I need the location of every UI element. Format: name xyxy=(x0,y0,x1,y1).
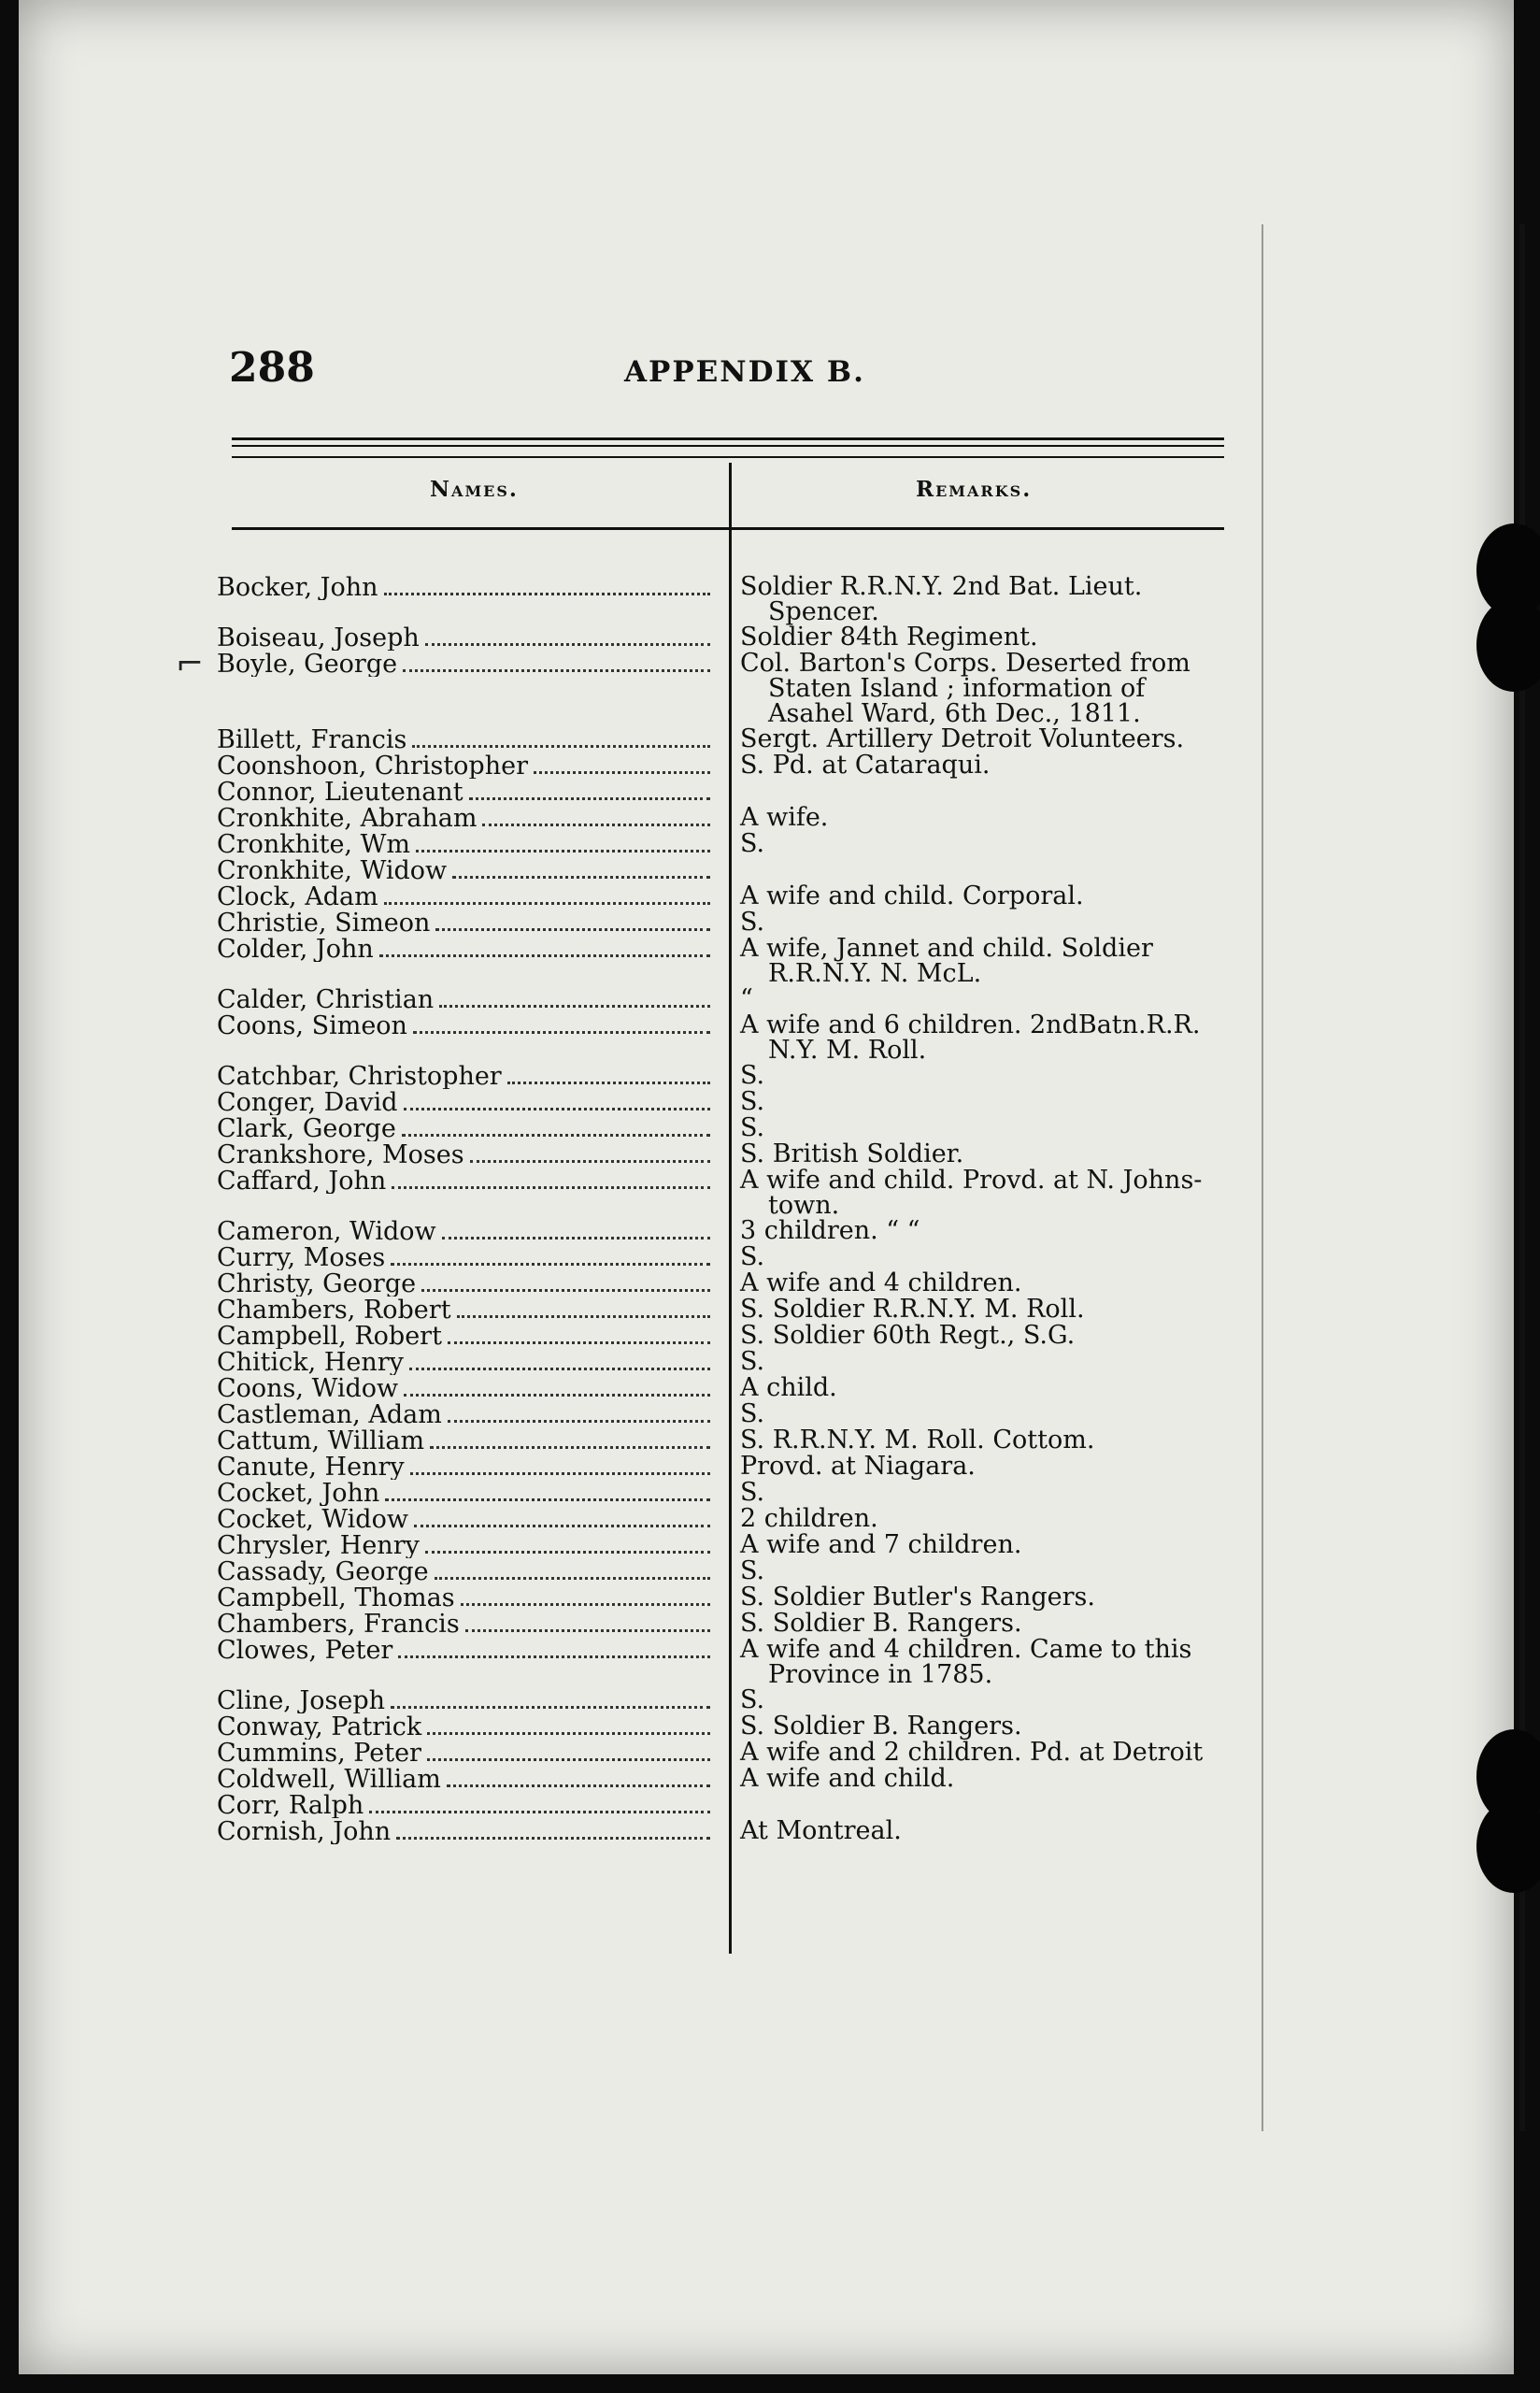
entry-remark-line: S. xyxy=(740,1061,765,1090)
leader-dots xyxy=(412,726,710,748)
entry-name: Clowes, Peter xyxy=(217,1637,393,1663)
header-rule xyxy=(232,437,1224,440)
entry-name: Campbell, Thomas xyxy=(217,1584,455,1611)
entry-remark-line: S. xyxy=(740,1087,765,1116)
leader-dots xyxy=(534,752,710,774)
entry-remarks xyxy=(714,1063,1235,1088)
entry-remark-line: S. R.R.N.Y. M. Roll. Cottom. xyxy=(740,1426,1095,1454)
list-item xyxy=(217,857,1235,883)
entry-name: Cornish, John xyxy=(217,1818,392,1844)
entry-remark-line: S. British Soldier. xyxy=(740,1139,964,1168)
entry-remarks xyxy=(714,1611,1235,1636)
leader-dots xyxy=(448,1323,710,1344)
leader-dots xyxy=(391,1244,710,1266)
entry-name: Chambers, Francis xyxy=(217,1611,460,1637)
entry-name-cell xyxy=(217,1427,714,1454)
list-item xyxy=(217,1218,1235,1244)
list-item xyxy=(217,1270,1235,1297)
leader-dots xyxy=(427,1713,710,1735)
list-item xyxy=(217,1297,1235,1323)
entry-name-cell xyxy=(217,986,714,1012)
list-item xyxy=(217,910,1235,936)
entry-name-cell xyxy=(217,936,714,962)
list-item xyxy=(217,1558,1235,1584)
entry-remark-line: Province in 1785. xyxy=(768,1660,993,1689)
entry-name-cell xyxy=(217,831,714,857)
punch-hole xyxy=(1476,598,1540,692)
entry-name: Chrysler, Henry xyxy=(217,1532,420,1558)
entry-name-cell xyxy=(217,1168,714,1194)
list-item xyxy=(217,1063,1235,1089)
entry-name-cell xyxy=(217,1740,714,1766)
entry-remark-line: S. xyxy=(740,1478,765,1507)
entry-name: Chambers, Robert xyxy=(217,1297,451,1323)
entry-name: Boiseau, Joseph xyxy=(217,624,420,651)
entry-remarks xyxy=(714,1818,1235,1843)
entry-remark-line: A wife. xyxy=(740,803,829,832)
entry-remarks xyxy=(714,1012,1235,1063)
list-item xyxy=(217,1792,1235,1818)
entry-name-cell xyxy=(217,1323,714,1349)
list-item xyxy=(217,1480,1235,1506)
entry-name: Coons, Widow xyxy=(217,1375,399,1401)
entry-remarks xyxy=(714,805,1235,830)
list-item xyxy=(217,1532,1235,1558)
page-number: 288 xyxy=(229,344,315,392)
list-item xyxy=(217,831,1235,857)
leader-dots xyxy=(507,1063,710,1084)
list-item xyxy=(217,1740,1235,1766)
entry-name: Cameron, Widow xyxy=(217,1218,436,1244)
leader-dots xyxy=(435,1558,710,1580)
leader-dots xyxy=(384,883,710,905)
entry-remarks xyxy=(714,1740,1235,1765)
entry-name-cell xyxy=(217,1792,714,1818)
leader-dots xyxy=(379,936,710,957)
entry-remarks xyxy=(714,1270,1235,1296)
entry-name-cell xyxy=(217,1218,714,1244)
entry-remarks xyxy=(714,1168,1235,1218)
leader-dots xyxy=(392,1168,710,1189)
entry-name-cell xyxy=(217,1584,714,1611)
list-item xyxy=(217,986,1235,1012)
entry-name: Conger, David xyxy=(217,1089,398,1115)
entry-remark-line: “ xyxy=(740,984,753,1013)
leader-dots xyxy=(404,1375,710,1397)
leader-dots xyxy=(410,1454,710,1475)
entry-name: Boyle, George xyxy=(217,651,398,677)
entry-name-cell xyxy=(217,910,714,936)
leader-dots xyxy=(427,1740,710,1761)
list-item xyxy=(217,779,1235,805)
entry-remark-line: N.Y. M. Roll. xyxy=(768,1036,927,1065)
leader-dots xyxy=(457,1297,710,1318)
entry-name-cell xyxy=(217,1349,714,1375)
leader-dots xyxy=(452,857,710,879)
entry-name-cell xyxy=(217,1480,714,1506)
entry-name-cell xyxy=(217,1506,714,1532)
header-rule xyxy=(232,456,1224,458)
entry-remark-line: 2 children. xyxy=(740,1504,878,1533)
entry-name: Cassady, George xyxy=(217,1558,429,1584)
entry-remarks xyxy=(714,574,1235,624)
list-item xyxy=(217,1141,1235,1168)
leader-dots xyxy=(448,1401,710,1423)
entry-remarks xyxy=(714,1766,1235,1791)
leader-dots xyxy=(409,1349,710,1370)
entry-remark-line: S. xyxy=(740,829,765,858)
entry-remarks xyxy=(714,1141,1235,1167)
entry-name: Castleman, Adam xyxy=(217,1401,442,1427)
entry-name: Caffard, John xyxy=(217,1168,387,1194)
entry-name: Clark, George xyxy=(217,1115,396,1141)
leader-dots xyxy=(421,1270,710,1292)
entry-remark-line: Staten Island ; information of xyxy=(768,674,1146,703)
leader-dots xyxy=(391,1687,710,1709)
leader-dots xyxy=(369,1792,710,1813)
entry-name-cell xyxy=(217,651,714,677)
entry-remark-line: 3 children. “ “ xyxy=(740,1216,920,1245)
leader-dots xyxy=(439,986,710,1008)
entry-remarks xyxy=(714,1244,1235,1269)
list-item xyxy=(217,1584,1235,1611)
entry-remark-line: Soldier 84th Regiment. xyxy=(740,623,1038,652)
entry-name-cell xyxy=(217,1115,714,1141)
entry-name-cell xyxy=(217,1089,714,1115)
entry-remarks xyxy=(714,1089,1235,1114)
entry-remarks xyxy=(714,651,1235,726)
entry-name-cell xyxy=(217,1454,714,1480)
entry-remarks xyxy=(714,1401,1235,1426)
entry-remarks xyxy=(714,752,1235,778)
entry-remark-line: A wife and child. xyxy=(740,1764,955,1793)
entry-name-cell xyxy=(217,1063,714,1089)
entry-name: Billett, Francis xyxy=(217,726,407,752)
list-item xyxy=(217,1713,1235,1740)
list-item xyxy=(217,1401,1235,1427)
column-header-names: Names. xyxy=(430,477,519,502)
entry-name: Coons, Simeon xyxy=(217,1012,407,1039)
entry-name: Conway, Patrick xyxy=(217,1713,422,1740)
entry-remark-line: Asahel Ward, 6th Dec., 1811. xyxy=(768,699,1141,728)
entry-name-cell xyxy=(217,1375,714,1401)
entry-remark-line: A wife and 4 children. Came to this xyxy=(740,1635,1192,1664)
entry-name: Curry, Moses xyxy=(217,1244,386,1270)
entry-name: Connor, Lieutenant xyxy=(217,779,463,805)
entry-name-cell xyxy=(217,726,714,752)
list-item xyxy=(217,1115,1235,1141)
entry-remarks xyxy=(714,1218,1235,1243)
leader-dots xyxy=(402,1115,710,1137)
entry-name-cell xyxy=(217,1297,714,1323)
entry-name: Canute, Henry xyxy=(217,1454,405,1480)
entry-remark-line: S. Soldier R.R.N.Y. M. Roll. xyxy=(740,1295,1085,1324)
entry-name: Cummins, Peter xyxy=(217,1740,421,1766)
list-item xyxy=(217,1375,1235,1401)
entry-remarks xyxy=(714,1532,1235,1557)
entry-name-cell xyxy=(217,1611,714,1637)
punch-hole xyxy=(1476,1799,1540,1893)
entry-remarks xyxy=(714,831,1235,856)
leader-dots xyxy=(413,1012,710,1034)
entry-remarks xyxy=(714,624,1235,650)
entry-remark-line: S. Soldier Butler's Rangers. xyxy=(740,1583,1095,1612)
list-item xyxy=(217,1766,1235,1792)
entry-remark-line: S. xyxy=(740,1556,765,1585)
entry-name-cell xyxy=(217,1558,714,1584)
leader-dots xyxy=(403,651,710,672)
entry-remark-line: A wife, Jannet and child. Soldier xyxy=(740,934,1153,963)
entry-remarks xyxy=(714,986,1235,1011)
entry-remark-line: Sergt. Artillery Detroit Volunteers. xyxy=(740,724,1185,753)
list-item xyxy=(217,1687,1235,1713)
entry-remark-line: A wife and 4 children. xyxy=(740,1268,1022,1297)
entry-remarks xyxy=(714,1454,1235,1479)
entry-name-cell xyxy=(217,857,714,883)
entries-list xyxy=(217,574,1235,1844)
leader-dots xyxy=(385,1480,710,1501)
entry-name-cell xyxy=(217,1270,714,1297)
entry-name: Coldwell, William xyxy=(217,1766,441,1792)
list-item xyxy=(217,1454,1235,1480)
entry-name: Clock, Adam xyxy=(217,883,378,910)
leader-dots xyxy=(435,910,710,931)
scanned-page xyxy=(19,0,1514,2374)
entry-remark-line: S. Soldier 60th Regt., S.G. xyxy=(740,1321,1076,1350)
entry-remarks xyxy=(714,726,1235,752)
leader-dots xyxy=(461,1584,710,1606)
entry-name: Bocker, John xyxy=(217,574,378,600)
column-header-remarks: Remarks. xyxy=(916,477,1033,502)
entry-remarks xyxy=(714,779,1235,804)
entry-name: Cocket, John xyxy=(217,1480,380,1506)
entry-name: Campbell, Robert xyxy=(217,1323,442,1349)
entry-name-cell xyxy=(217,1532,714,1558)
leader-dots xyxy=(469,779,710,800)
entry-name: Chitick, Henry xyxy=(217,1349,404,1375)
entry-name: Christie, Simeon xyxy=(217,910,431,936)
list-item xyxy=(217,1012,1235,1063)
header-rule xyxy=(232,445,1224,447)
margin-line xyxy=(1262,224,1263,2131)
entry-name-cell xyxy=(217,1713,714,1740)
list-item xyxy=(217,1637,1235,1687)
list-item xyxy=(217,726,1235,752)
entry-name: Crankshore, Moses xyxy=(217,1141,464,1168)
entry-name-cell xyxy=(217,1244,714,1270)
entry-remark-line: A child. xyxy=(740,1373,837,1402)
leader-dots xyxy=(470,1141,710,1163)
leader-dots xyxy=(447,1766,710,1787)
list-item xyxy=(217,1168,1235,1218)
entry-name-cell xyxy=(217,574,714,600)
leader-dots xyxy=(414,1506,710,1527)
running-head: APPENDIX B. xyxy=(624,355,865,389)
entry-remarks xyxy=(714,1115,1235,1140)
entry-name: Cline, Joseph xyxy=(217,1687,386,1713)
entry-remark-line: R.R.N.Y. N. McL. xyxy=(768,959,982,988)
entry-name: Corr, Ralph xyxy=(217,1792,364,1818)
entry-remark-line: Soldier R.R.N.Y. 2nd Bat. Lieut. xyxy=(740,572,1143,601)
entry-remarks xyxy=(714,1375,1235,1400)
leader-dots xyxy=(404,1089,710,1111)
list-item xyxy=(217,752,1235,779)
list-item xyxy=(217,574,1235,624)
entry-name-cell xyxy=(217,883,714,910)
leader-dots xyxy=(430,1427,710,1449)
entry-name: Catchbar, Christopher xyxy=(217,1063,502,1089)
entry-remarks xyxy=(714,1349,1235,1374)
entry-remark-line: S. xyxy=(740,1347,765,1376)
list-item xyxy=(217,883,1235,910)
entry-remark-line: A wife and 2 children. Pd. at Detroit xyxy=(740,1738,1204,1767)
entry-remarks xyxy=(714,1637,1235,1687)
entry-name-cell xyxy=(217,624,714,651)
entry-remark-line: Provd. at Niagara. xyxy=(740,1452,976,1481)
entry-remarks xyxy=(714,1584,1235,1610)
entry-remarks xyxy=(714,1558,1235,1583)
leader-dots xyxy=(398,1637,710,1658)
entry-name: Coonshoon, Christopher xyxy=(217,752,528,779)
column-head-rule xyxy=(232,527,1224,530)
entry-name-cell xyxy=(217,1141,714,1168)
entry-name: Cronkhite, Widow xyxy=(217,857,448,883)
leader-dots xyxy=(425,1532,710,1554)
entry-name: Cattum, William xyxy=(217,1427,425,1454)
entry-remark-line: At Montreal. xyxy=(740,1816,902,1845)
entry-name-cell xyxy=(217,1401,714,1427)
entry-remark-line: Spencer. xyxy=(768,597,879,626)
entry-remarks xyxy=(714,883,1235,909)
entry-remarks xyxy=(714,1480,1235,1505)
entry-name-cell xyxy=(217,805,714,831)
entry-remark-line: A wife and 6 children. 2ndBatn.R.R. xyxy=(740,1010,1201,1039)
list-item xyxy=(217,624,1235,651)
list-item xyxy=(217,1506,1235,1532)
leader-dots xyxy=(465,1611,710,1632)
leader-dots xyxy=(482,805,710,826)
entry-name-cell xyxy=(217,779,714,805)
entry-remark-line: S. xyxy=(740,1685,765,1714)
entry-remark-line: A wife and child. Corporal. xyxy=(740,881,1084,910)
leader-dots xyxy=(384,574,710,595)
entry-remarks xyxy=(714,910,1235,935)
entry-name: Cronkhite, Wm xyxy=(217,831,410,857)
entry-remark-line: Col. Barton's Corps. Deserted from xyxy=(740,649,1191,678)
list-item xyxy=(217,805,1235,831)
leader-dots xyxy=(442,1218,710,1239)
entry-name-cell xyxy=(217,1766,714,1792)
leader-dots xyxy=(416,831,710,853)
entry-remark-line: S. xyxy=(740,1113,765,1142)
entry-remark-line: S. xyxy=(740,908,765,937)
list-item xyxy=(217,1089,1235,1115)
leader-dots xyxy=(396,1818,710,1840)
list-item xyxy=(217,1427,1235,1454)
entry-remarks xyxy=(714,857,1235,882)
entry-name: Calder, Christian xyxy=(217,986,435,1012)
entry-name: Cronkhite, Abraham xyxy=(217,805,478,831)
entry-remark-line: S. Pd. at Cataraqui. xyxy=(740,751,991,780)
entry-remarks xyxy=(714,1506,1235,1531)
entry-remarks xyxy=(714,936,1235,986)
entry-name-cell xyxy=(217,1637,714,1663)
list-item xyxy=(217,1244,1235,1270)
entry-remark-line: S. Soldier B. Rangers. xyxy=(740,1609,1022,1638)
entry-name-cell xyxy=(217,1818,714,1844)
entry-name-cell xyxy=(217,1012,714,1039)
pencil-mark: ⌐ xyxy=(176,645,205,683)
list-item xyxy=(217,1349,1235,1375)
entry-name: Cocket, Widow xyxy=(217,1506,408,1532)
entry-remark-line: A wife and 7 children. xyxy=(740,1530,1022,1559)
entry-remark-line: S. Soldier B. Rangers. xyxy=(740,1712,1022,1741)
entry-remarks xyxy=(714,1713,1235,1739)
list-item xyxy=(217,651,1235,726)
entry-remarks xyxy=(714,1687,1235,1712)
entry-remarks xyxy=(714,1297,1235,1322)
list-item xyxy=(217,1323,1235,1349)
entry-remarks xyxy=(714,1427,1235,1453)
list-item xyxy=(217,936,1235,986)
entry-remark-line: S. xyxy=(740,1399,765,1428)
entry-remark-line: S. xyxy=(740,1242,765,1271)
list-item xyxy=(217,1611,1235,1637)
list-item xyxy=(217,1818,1235,1844)
entry-remark-line: town. xyxy=(768,1191,840,1220)
entry-remarks xyxy=(714,1792,1235,1817)
entry-remark-line: A wife and child. Provd. at N. Johns- xyxy=(740,1166,1203,1195)
entry-name: Colder, John xyxy=(217,936,374,962)
entry-name: Christy, George xyxy=(217,1270,417,1297)
entry-name-cell xyxy=(217,752,714,779)
leader-dots xyxy=(425,624,710,646)
entry-name-cell xyxy=(217,1687,714,1713)
entry-remarks xyxy=(714,1323,1235,1348)
